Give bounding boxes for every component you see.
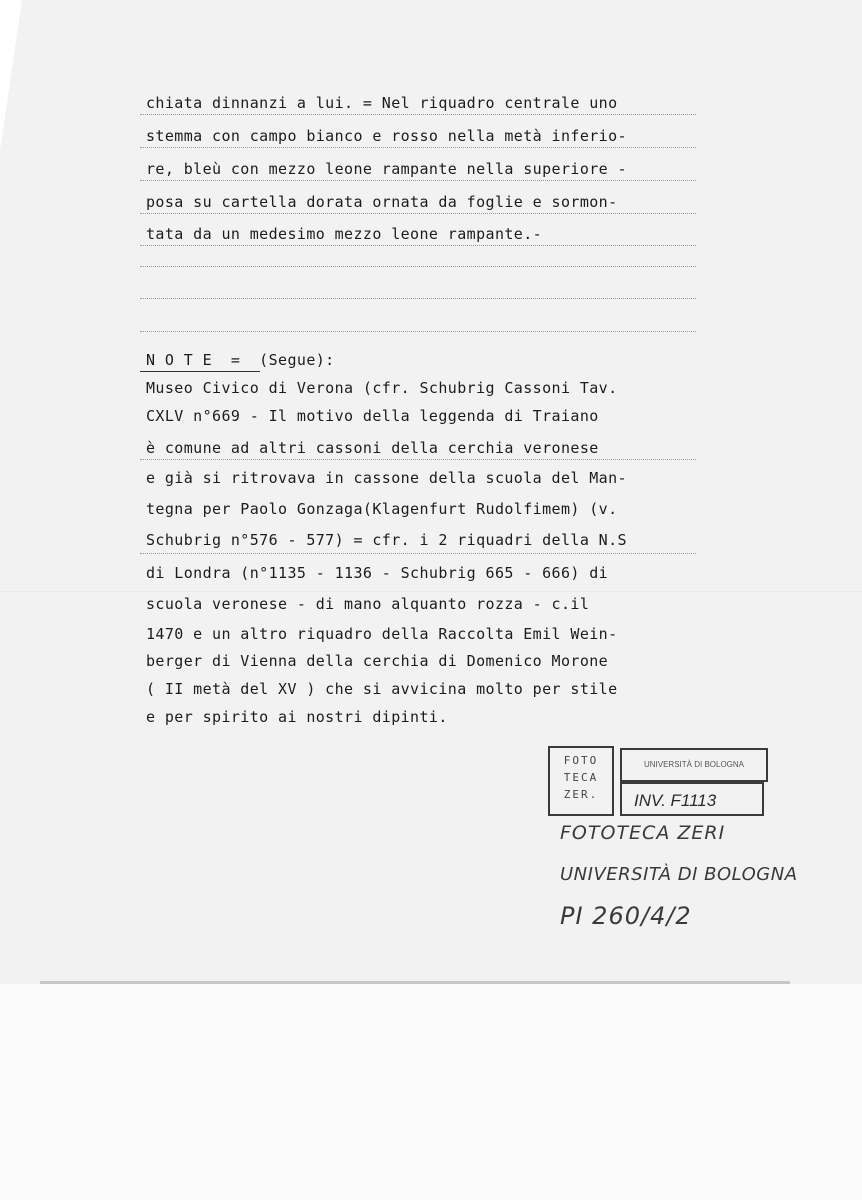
- handwritten-shelfmark: PI 260/4/2: [560, 902, 692, 930]
- stamp-text: FOTO: [563, 754, 599, 767]
- heading-underline: [140, 371, 260, 372]
- description-line: chiata dinnanzi a lui. = Nel riquadro centrale uno: [146, 94, 618, 112]
- ruled-line: [140, 147, 696, 148]
- description-line: tata da un medesimo mezzo leone rampante.-: [146, 225, 543, 243]
- notes-line: è comune ad altri cassoni della cerchia veronese: [146, 439, 599, 457]
- ruled-line: [140, 114, 696, 115]
- description-line: stemma con campo bianco e rosso nella metà inferio-: [146, 127, 627, 145]
- notes-line: e già si ritrovava in cassone della scuola del Man-: [146, 469, 627, 487]
- notes-line: berger di Vienna della cerchia di Domenico Morone: [146, 652, 609, 670]
- notes-heading: N O T E = (Segue):: [146, 351, 335, 369]
- description-line: re, bleù con mezzo leone rampante nella superiore -: [146, 160, 627, 178]
- notes-line: Schubrig n°576 - 577) = cfr. i 2 riquadri della N.S: [146, 531, 627, 549]
- ruled-line: [140, 213, 696, 214]
- ruled-line: [140, 180, 696, 181]
- ruled-line: [140, 459, 696, 460]
- notes-line: tegna per Paolo Gonzaga(Klagenfurt Rudolfimem) (v.: [146, 500, 618, 518]
- fototeca-stamp: [548, 746, 614, 816]
- handwritten-archive: FOTOTECA ZERI: [560, 822, 726, 844]
- inventory-stamp: INV. F1113: [620, 782, 764, 816]
- notes-line: Museo Civico di Verona (cfr. Schubrig Cassoni Tav.: [146, 379, 618, 397]
- ruled-line: [140, 553, 696, 554]
- notes-line: di Londra (n°1135 - 1136 - Schubrig 665 - 666) di: [146, 564, 609, 582]
- ruled-line: [140, 298, 696, 299]
- ruled-line: [140, 266, 696, 267]
- fold-line: [0, 591, 862, 593]
- notes-line: ( II metà del XV ) che si avvicina molto per stile: [146, 680, 618, 698]
- torn-corner: [0, 0, 22, 150]
- notes-line: CXLV n°669 - Il motivo della leggenda di Traiano: [146, 407, 599, 425]
- notes-line: scuola veronese - di mano alquanto rozza - c.il: [146, 595, 590, 613]
- handwritten-university: UNIVERSITÀ DI BOLOGNA: [560, 864, 798, 885]
- ruled-line: [140, 331, 696, 332]
- university-stamp: UNIVERSITÀ DI BOLOGNA: [620, 748, 768, 782]
- stamp-text: ZER.: [563, 788, 599, 801]
- ruled-line: [140, 245, 696, 246]
- scan-background: [0, 984, 862, 1200]
- notes-line: 1470 e un altro riquadro della Raccolta Emil Wein-: [146, 625, 618, 643]
- description-line: posa su cartella dorata ornata da foglie e sormon-: [146, 193, 618, 211]
- stamp-text: TECA: [563, 771, 599, 784]
- notes-line: e per spirito ai nostri dipinti.: [146, 708, 448, 726]
